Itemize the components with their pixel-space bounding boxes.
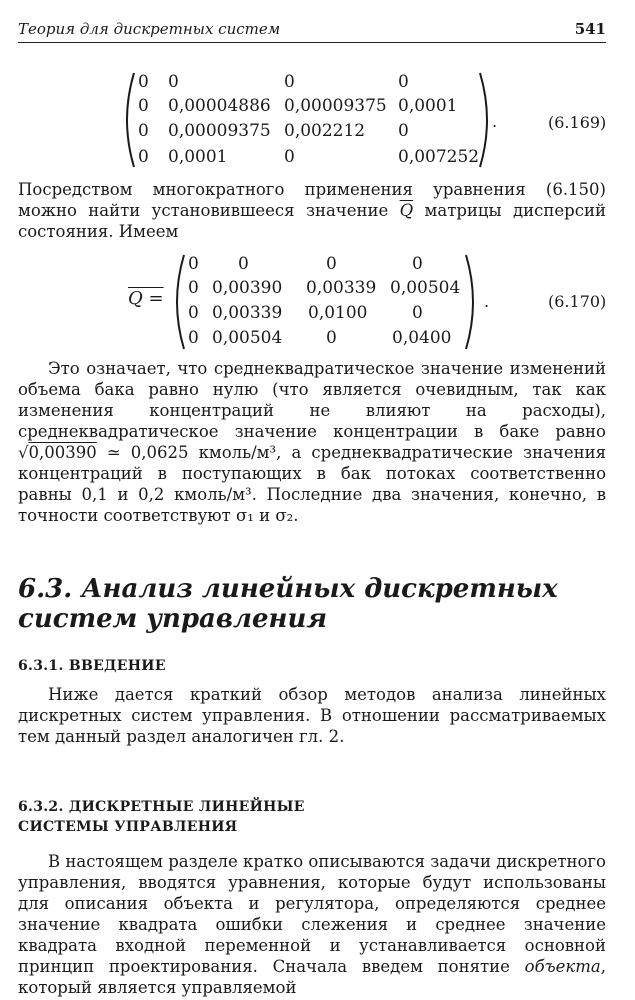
subsection-6-3-2-title-line-2: СИСТЕМЫ УПРАВЛЕНИЯ (18, 819, 238, 835)
m169-r1c0: 0 (138, 96, 149, 116)
m170-r1c1: 0,00390 (212, 278, 283, 298)
m169-r2c3: 0 (398, 121, 409, 141)
m170-r1c0: 0 (188, 278, 199, 298)
m169-r0c0: 0 (138, 72, 149, 92)
m170-r2c2: 0,0100 (308, 303, 368, 323)
matrix-6-170-trailing: . (484, 292, 490, 311)
para2-text-b: ≃ 0,0625 кмоль/м³, а среднеквадратические значения концентраций в поступающих в бак потоках соответственно равны 0,1 и 0,2 кмоль/м³. Последние два значения, конечно, в точности соответствуют σ₁ и σ₂. (18, 443, 606, 525)
running-header (18, 20, 606, 46)
m169-r2c2: 0,002212 (284, 121, 366, 141)
m170-r1c2: 0,00339 (306, 278, 377, 298)
sub2-text-a: В настоящем разделе кратко описываются задачи дискретного управления, вводятся уравнения, которые будут использованы для описания объекта и регулятора, определяются среднее значение квадрата ошибки слежения и среднее значение квадрата входной переменной и устанавливается основной принцип проектирования. Сначала введем понятие (18, 852, 606, 976)
matrix-6-169 (118, 70, 498, 170)
m169-r2c1: 0,00009375 (168, 121, 271, 141)
m169-r3c2: 0 (284, 147, 295, 167)
m169-r3c3: 0,007252 (398, 147, 480, 167)
subsection-6-3-2-title (18, 797, 305, 837)
m170-r3c2: 0 (326, 328, 337, 348)
section-title-line-1: 6.3. Анализ линейных дискретных (18, 574, 558, 604)
matrix-6-170 (168, 252, 484, 352)
equation-number-6-170: (6.170) (548, 292, 607, 311)
m170-r1c3: 0,00504 (390, 278, 461, 298)
subsection-6-3-2-title-line-1: 6.3.2. ДИСКРЕТНЫЕ ЛИНЕЙНЫЕ (18, 799, 305, 815)
sub2-text-b: , который является управляемой (18, 957, 606, 997)
page-number: 541 (574, 20, 606, 38)
m170-r0c2: 0 (326, 254, 337, 274)
q-bar-symbol: $\overline{Q}$ (399, 201, 414, 220)
m170-r0c1: 0 (238, 254, 249, 274)
m170-r2c0: 0 (188, 303, 199, 323)
m170-r0c0: 0 (188, 254, 199, 274)
sqrt-sign: √ (18, 443, 29, 462)
m170-r3c1: 0,00504 (212, 328, 283, 348)
para2-text-a: Это означает, что среднеквадратическое значение изменений объема бака равно нулю (что является очевидным, так как изменения концентраций не влияют на расходы), среднеквадратическое значение концентрации в баке равно (18, 359, 606, 441)
sqrt-value: 0,00390 (28, 443, 97, 462)
section-title-6-3 (18, 574, 608, 634)
m169-r1c2: 0,00009375 (284, 96, 387, 116)
paragraph-1 (18, 179, 606, 242)
q-bar-lhs: Q = (128, 288, 164, 309)
m170-r3c0: 0 (188, 328, 199, 348)
m170-r3c3: 0,0400 (392, 328, 452, 348)
para1-text-a: Посредством многократного применения уравнения (6.150) можно найти установившееся значение (18, 180, 606, 220)
subsection-6-3-2-text (18, 851, 606, 998)
running-title: Теория для дискретных систем (18, 20, 281, 38)
m170-r2c3: 0 (412, 303, 423, 323)
m169-r0c3: 0 (398, 72, 409, 92)
m169-r0c2: 0 (284, 72, 295, 92)
m169-r1c1: 0,00004886 (168, 96, 271, 116)
m170-r0c3: 0 (412, 254, 423, 274)
equation-number-6-169: (6.169) (548, 113, 607, 132)
matrix-6-169-trailing: . (492, 112, 498, 131)
m169-r2c0: 0 (138, 121, 149, 141)
subsection-6-3-1-title: 6.3.1. ВВЕДЕНИЕ (18, 658, 166, 674)
section-title-line-2: систем управления (18, 604, 328, 634)
m169-r1c3: 0,0001 (398, 96, 458, 116)
paragraph-2 (18, 358, 606, 526)
sub2-emphasis: объекта (524, 957, 601, 976)
m169-r3c0: 0 (138, 147, 149, 167)
m169-r3c1: 0,0001 (168, 147, 228, 167)
para1-text-b: матрицы дисперсий состояния. Имеем (18, 201, 606, 241)
subsection-6-3-1-text: Ниже дается краткий обзор методов анализа линейных дискретных систем управления. В отношении рассматриваемых тем данный раздел аналогичен гл. 2. (18, 685, 606, 746)
m169-r0c1: 0 (168, 72, 179, 92)
m170-r2c1: 0,00339 (212, 303, 283, 323)
header-rule (18, 42, 606, 43)
